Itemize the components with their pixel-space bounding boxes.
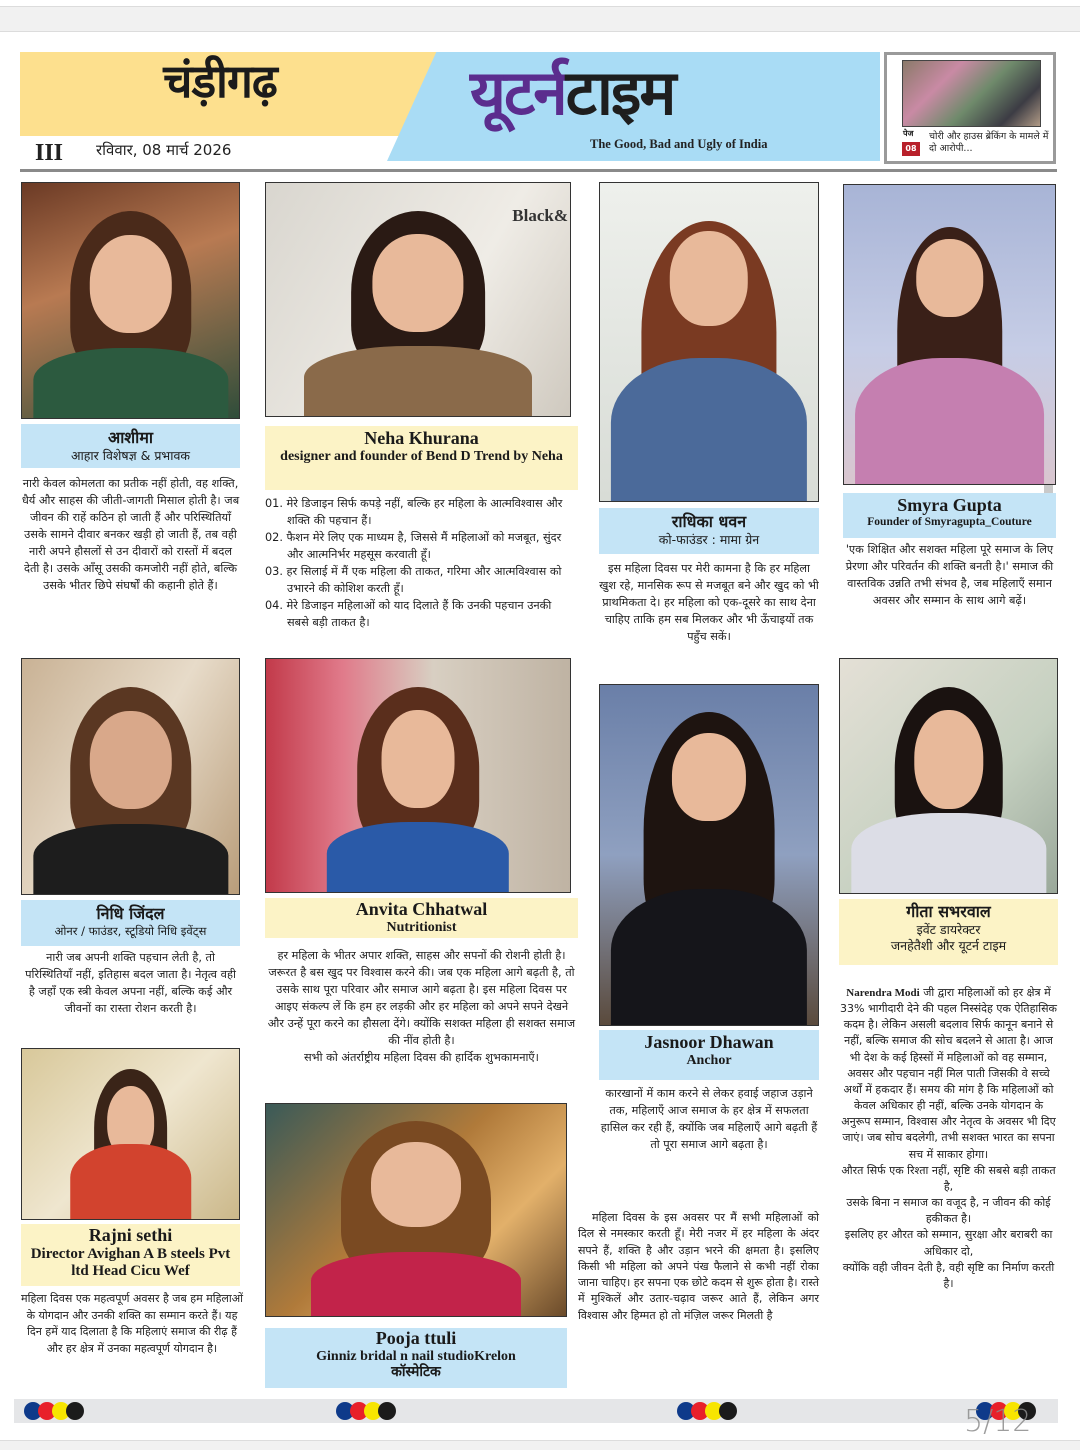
profile-role: को-फाउंडर : मामा ग्रेन [658,532,760,547]
profile-role: Director Avighan A B steels Pvt ltd Head Cicu Wef [30,1245,231,1280]
profile-quote-pooja-tuli: महिला दिवस के इस अवसर पर मैं सभी महिलाओं को दिल से नमस्कार करती हूँ। मेरी नजर में हर महिला के अंदर सपने हैं, शक्ति है और उड़ान भरने की क्षमता है। इसलिए किसी भी महिला को अपने पंख फैलाने से कभी नहीं रोका जाना चाहिए। हर सपना एक छोटे कदम से शुरू होता है। रास्ते में मुश्किलें और उतार-चढ़ाव जरूर आते हैं, लेकिन अगर विश्वास और हिम्मत हो तो मंज़िल जरूर मिलती है [578,1211,819,1322]
profile-name: Neha Khurana [364,428,479,448]
profile-name: Rajni sethi [88,1225,173,1245]
name-banner-radhika-dhawan [599,508,819,554]
name-banner-nidhi-jindal [21,900,240,946]
profile-quote-rajni-sethi: महिला दिवस एक महत्वपूर्ण अवसर है जब हम महिलाओं के योगदान और उनकी शक्ति का सम्मान करते हैं। यह दिन हमें याद दिलाता है कि महिलाएं समाज की रीढ़ हैं और हर क्षेत्र में उनका महत्वपूर्ण योगदान है। [21,1292,243,1355]
profile-photo-geeta-sabharwal [839,658,1058,894]
teaser-page-number: 08 [902,142,920,156]
teaser-thumbnail [902,60,1041,127]
name-banner-anvita-chhatwal [265,898,578,938]
name-banner-rajni-sethi [21,1224,240,1286]
profile-name: निधि जिंदल [96,904,165,923]
profile-name: Smyra Gupta [897,495,1002,515]
registration-marks-left [24,1402,80,1420]
registration-marks-center [336,1402,392,1420]
viewer-top-bar [0,6,1080,32]
profile-photo-anvita-chhatwal [265,658,571,893]
profile-photo-nidhi-jindal [21,658,240,895]
profile-quote-nidhi-jindal: नारी जब अपनी शक्ति पहचान लेती है, तो परिस्थितियाँ नहीं, इतिहास बदल जाता है। नेतृत्व वही है जहाँ एक स्त्री केवल अपना नहीं, बल्कि कई और जीवनों का रास्ता रोशन करती है। [25,951,236,1015]
edition-city: चंड़ीगढ़ [163,54,277,108]
photo-signage: Black& [512,206,568,225]
profile-photo-neha-khurana [265,182,571,417]
profile-name: Jasnoor Dhawan [644,1032,774,1052]
profile-role: Ginniz bridal n nail studioKrelon कॉस्मेटिक [316,1348,516,1380]
registration-marks-right-center [677,1402,733,1420]
profile-photo-smyra-gupta [843,184,1056,485]
name-banner-smyra-gupta [843,493,1056,538]
profile-points-neha-khurana: 01. मेरे डिजाइन सिर्फ कपड़े नहीं, बल्कि हर महिला के आत्मविश्वास और शक्ति की पहचान हैं। 02. फैशन मेरे लिए एक माध्यम है, जिससे मैं महिलाओं को मजबूत, सुंदर और आत्मनिर्भर महसूस करवाती हूँ। 03. हर सिलाई में मैं एक महिला की ताकत, गरिमा और आत्मविश्वास को उभारने की कोशिश करती हूँ। 04. मेरे डिजाइन महिलाओं को याद दिलाते हैं कि उनकी पहचान उनकी सबसे बड़ी ताकत है। [265,497,563,629]
profile-photo-radhika-dhawan [599,182,819,502]
profile-role: आहार विशेषज्ञ & प्रभावक [70,448,191,463]
logo-part-2: टाइम [565,56,675,129]
masthead-divider [20,169,1057,172]
profile-quote-smyra-gupta: 'एक शिक्षित और सशक्त महिला पूरे समाज के लिए प्रेरणा और परिवर्तन की शक्ति बनती है।' समाज की वास्तविक उन्नति तभी संभव है, जब महिलाएँ समान अवसर और सम्मान के साथ आगे बढ़ें। [845,543,1054,607]
profile-role: Founder of Smyragupta_Couture [867,515,1032,528]
registration-bar [14,1399,1058,1423]
issue-date: रविवार, 08 मार्च 2026 [96,141,232,159]
name-banner-neha-khurana [265,426,578,490]
tagline: The Good, Bad and Ugly of India [590,137,768,151]
profile-name: आशीमा [107,428,154,447]
viewer-bottom-bar [0,1440,1080,1450]
profile-quote-radhika-dhawan: इस महिला दिवस पर मेरी कामना है कि हर महिला खुश रहे, मानसिक रूप से मजबूत बने और खुद को भी प्राथमिकता दे। हर महिला को एक-दूसरे का साथ देना चाहिए ताकि हम सब मिलकर और भी ऊँचाइयों तक पहुँच सकें। [599,562,819,643]
profile-photo-pooja-tuli [265,1103,567,1317]
profile-role: इवेंट डायरेक्टर [916,922,981,937]
page-counter: 5/12 [964,1404,1032,1439]
profile-photo-jasnoor-dhawan [599,684,819,1026]
profile-role: Nutritionist [386,919,457,935]
profile-photo-aashima [21,182,240,419]
name-banner-pooja-tuli [265,1328,567,1388]
profile-name: गीता सभरवाल [906,902,991,921]
profile-quote-jasnoor-dhawan: कारखानों में काम करने से लेकर हवाई जहाज उड़ाने तक, महिलाएँ आज समाज के हर क्षेत्र में सफलता हासिल कर रही हैं, क्योंकि जब महिलाएँ आगे बढ़ती हैं तो पूरा समाज आगे बढ़ता है। [600,1087,818,1151]
name-banner-jasnoor-dhawan [599,1030,819,1080]
page-number-roman: III [35,140,64,166]
page-teaser[interactable] [884,52,1056,164]
profile-quote-aashima: नारी केवल कोमलता का प्रतीक नहीं होती, वह शक्ति, धैर्य और साहस की जीती-जागती मिसाल होती है। जब जीवन की राहें कठिन हो जाती हैं और परिस्थितियाँ उसके सामने दीवार बनकर खड़ी हो जाती हैं, तब वही नारी अपने हौसलों से उन दीवारों को रास्तों में बदल देती है। उसके आँसू उसकी कमजोरी नहीं होते, बल्कि उसके भीतर छिपे संघर्षों की कहानी होते हैं। [21,477,240,592]
name-banner-aashima [21,424,240,468]
newspaper-logo [470,56,675,129]
profile-name: Anvita Chhatwal [355,899,488,919]
teaser-headline: चोरी और हाउस ब्रेकिंग के मामले में दो आरोपी... [929,131,1049,155]
profile-quote-geeta-sabharwal: Narendra Modi जी द्वारा महिलाओं को हर क्षेत्र में 33% भागीदारी देने की पहल निस्संदेह एक ऐतिहासिक कदम है। लेकिन असली बदलाव सिर्फ कानून बनाने से नहीं, बल्कि समाज की सोच बदलने से आता है। आज भी देश के कई हिस्सों में महिलाओं को वह सम्मान, अवसर और पहचान नहीं मिल पाती जिसकी वे सच्चे अर्थों में हकदार हैं। समय की मांग है कि महिलाओं को केवल अधिकार ही नहीं, बल्कि उनके योगदान के अनुरूप सम्मान, विश्वास और नेतृत्व के अवसर भी दिए जाएं। जब सोच बदलेगी, तभी सशक्त भारत का सपना सच में साकार होगा। औरत सिर्फ एक रिश्ता नहीं, सृष्टि की सबसे बड़ी ताकत है, उसके बिना न समाज का वजूद है, न जीवन की कोई हकीकत है। इसलिए हर औरत को सम्मान, सुरक्षा और बराबरी का अधिकार दो, क्योंकि वही जीवन देती है, वही सृष्टि का निर्माण करती है। [840,986,1057,1290]
profile-quote-anvita-chhatwal: हर महिला के भीतर अपार शक्ति, साहस और सपनों की रोशनी होती है। जरूरत है बस खुद पर विश्वास करने की। जब एक महिला आगे बढ़ती है, तो उसके साथ पूरा परिवार और समाज आगे बढ़ता है। इस महिला दिवस पर आइए संकल्प लें कि हम हर लड़की और हर महिला को अपने सपने देखने और उन्हें पूरा करने का हौसला देंगे। क्योंकि सशक्त महिला ही सशक्त समाज की नींव होती है। सभी को अंतर्राष्ट्रीय महिला दिवस की हार्दिक शुभकामनाएँ। [267,949,576,1064]
profile-role: ओनर / फाउंडर, स्टूडियो निधि इवेंट्स [54,924,207,938]
logo-part-1: यूटर्न [470,56,566,129]
profile-role-secondary: जनहेतैशी और यूटर्न टाइम [890,938,1007,954]
profile-role: Anchor [686,1052,732,1068]
quote-lead: Narendra Modi [846,987,920,999]
profile-role: designer and founder of Bend D Trend by Neha [280,448,563,464]
profile-name: राधिका धवन [671,512,747,531]
name-banner-geeta-sabharwal [839,899,1058,965]
profile-name: Pooja ttuli [375,1328,457,1348]
profile-photo-rajni-sethi [21,1048,240,1220]
teaser-page-label: पेज [903,129,914,138]
